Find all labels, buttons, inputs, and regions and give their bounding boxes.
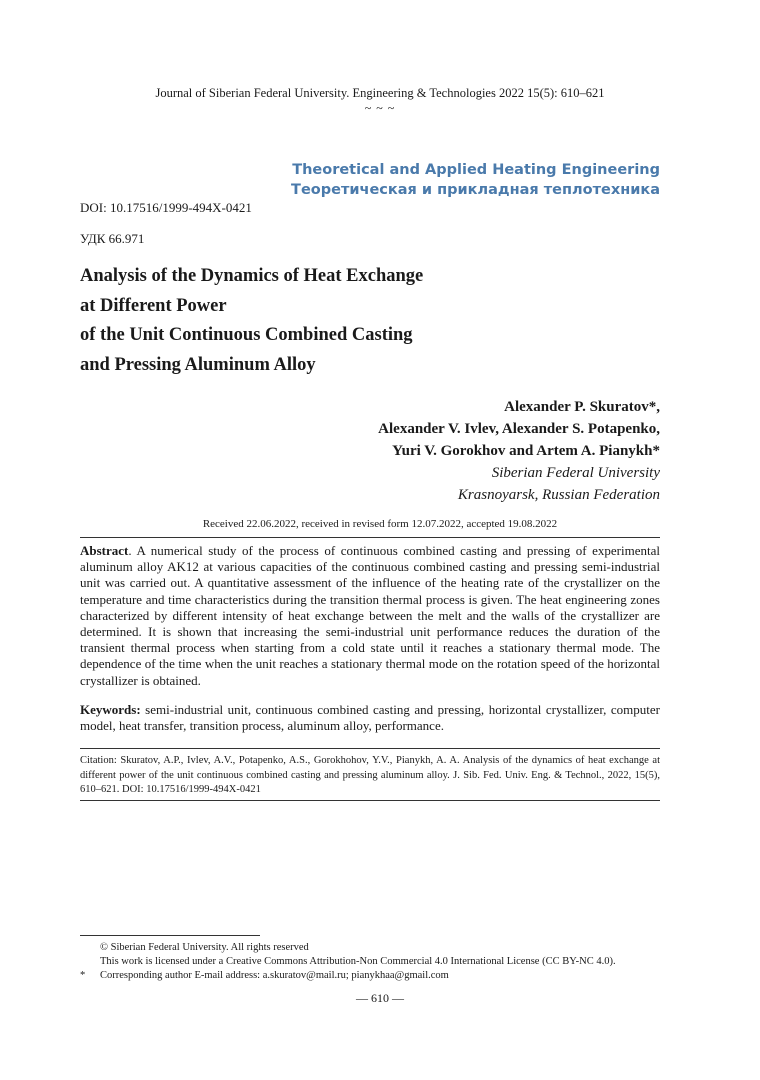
journal-header: Journal of Siberian Federal University. Engineering & Technologies 2022 15(5): 610–621	[155, 86, 605, 100]
divider	[80, 800, 660, 801]
title-line: of the Unit Continuous Combined Casting	[80, 325, 413, 345]
keywords-label: Keywords:	[80, 702, 141, 717]
title-line: at Different Power	[80, 295, 227, 316]
header-ornament: ~ ~ ~	[364, 101, 396, 115]
page-number: — 610 —	[356, 991, 404, 1005]
section-title-ru: Теоретическая и прикладная теплотехника	[291, 182, 660, 198]
abstract-text: . A numerical study of the process of continuous combined casting and pressing of experimental aluminum alloy AK12 at various capacities of the continuous combined casting and pressing semi-industrial unit was carried out. A quantitative assessment of the influence of the heating rate of the crystallizer on the temperature and time characteristics during the transition thermal process is given. The heat engineering zones characterized by different intensity of heat exchange between the melt and the walls of the crystallizer are determined. It is shown that increasing the semi-industrial unit performance reduces the duration of the transient thermal process when starting from a cold state until it reaches a stationary thermal mode. The dependence of the time when the unit reaches a stationary thermal mode on the rotation speed of the horizontal crystallizer is obtained.	[80, 543, 660, 688]
received-dates: Received 22.06.2022, received in revised form 12.07.2022, accepted 19.08.2022	[202, 518, 558, 530]
footnote-copyright: © Siberian Federal University. All rights reserved	[100, 942, 309, 953]
affiliation-location: Krasnoyarsk, Russian Federation	[457, 487, 660, 503]
authors-block	[378, 396, 660, 506]
doi: DOI: 10.17516/1999-494X-0421	[80, 200, 252, 215]
footnote-license: This work is licensed under a Creative Commons Attribution-Non Commercial 4.0 International License (CC BY-NC 4.0).	[100, 956, 616, 967]
abstract-label: Abstract	[80, 543, 129, 558]
footnote-divider	[80, 935, 260, 936]
divider	[80, 748, 660, 749]
udk: УДК 66.971	[80, 231, 145, 246]
footnote-corresponding: * Corresponding author E-mail address: a.skuratov@mail.ru; pianykhaa@gmail.com	[80, 970, 449, 981]
divider	[80, 537, 660, 538]
paper-title	[80, 262, 680, 380]
title-line: Analysis of the Dynamics of Heat Exchange	[80, 266, 424, 286]
section-title-en: Theoretical and Applied Heating Engineering	[292, 162, 660, 178]
author-line: Yuri V. Gorokhov and Artem A. Pianykh*	[392, 443, 660, 459]
abstract	[80, 543, 660, 689]
keywords	[80, 702, 660, 734]
author-line: Alexander V. Ivlev, Alexander S. Potapenko,	[378, 421, 660, 437]
author-line: Alexander P. Skuratov*,	[504, 399, 660, 415]
affiliation: Siberian Federal University	[491, 465, 660, 481]
asterisk-mark: *	[80, 970, 86, 981]
citation: Citation: Skuratov, A.P., Ivlev, A.V., Potapenko, A.S., Gorokhohov, Y.V., Pianykh, A. A. Analysis of the dynamics of heat exchange at different power of the unit continuous combined casting and pressing aluminum alloy. J. Sib. Fed. Univ. Eng. & Technol., 2022, 15(5), 610–621. DOI: 10.17516/1999-494X-0421	[80, 755, 660, 795]
title-line: and Pressing Aluminum Alloy	[80, 354, 316, 375]
keywords-text: semi-industrial unit, continuous combined casting and pressing, horizontal crystallizer, computer model, heat transfer, transition process, aluminum alloy, performance.	[80, 702, 660, 734]
